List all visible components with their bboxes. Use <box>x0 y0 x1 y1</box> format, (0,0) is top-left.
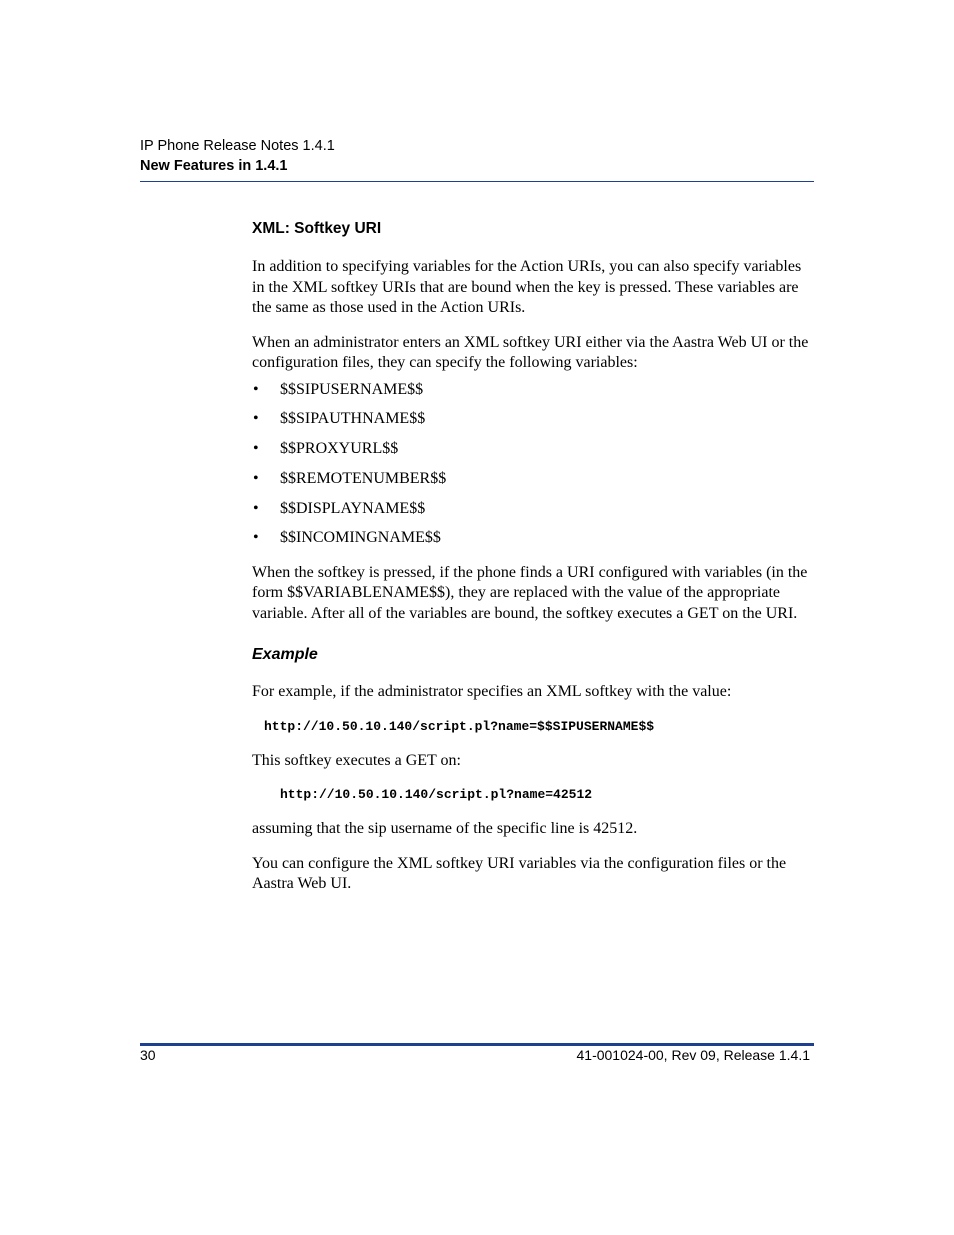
list-item <box>252 439 814 460</box>
variable-name: $$SIPUSERNAME$$ <box>280 380 424 398</box>
header-divider <box>140 181 814 182</box>
bullet-icon: • <box>253 499 259 517</box>
example-heading: Example <box>252 646 318 664</box>
bullet-icon: • <box>253 529 259 547</box>
main-content <box>252 218 814 909</box>
variable-name: $$PROXYURL$$ <box>280 440 399 458</box>
assumption-paragraph: assuming that the sip username of the specific line is 42512. <box>252 820 638 838</box>
variable-name: $$DISPLAYNAME$$ <box>280 499 426 517</box>
replacement-paragraph: When the softkey is pressed, if the phone finds a URI configured with variables (in the form $$VARIABLENAME$$), they are replaced with the value of the appropriate variable. After all of the variables are bound, the softkey executes a GET on the URI. <box>252 563 808 622</box>
document-title: IP Phone Release Notes 1.4.1 <box>140 138 335 154</box>
bullet-icon: • <box>253 440 259 458</box>
variable-name: $$REMOTENUMBER$$ <box>280 469 447 487</box>
code-sample-resolved-uri: http://10.50.10.140/script.pl?name=42512 <box>280 787 593 803</box>
example-intro-paragraph: For example, if the administrator specifies an XML softkey with the value: <box>252 683 732 701</box>
list-item <box>252 469 814 490</box>
configuration-paragraph: You can configure the XML softkey URI variables via the configuration files or the Aastra Web UI. <box>252 854 787 893</box>
code-sample-uri-template: http://10.50.10.140/script.pl?name=$$SIPUSERNAME$$ <box>264 718 655 734</box>
variable-list <box>252 380 814 549</box>
topic-heading: XML: Softkey URI <box>252 220 382 237</box>
list-item <box>252 380 814 401</box>
bullet-icon: • <box>253 410 259 428</box>
document-id: 41-001024-00, Rev 09, Release 1.4.1 <box>576 1047 810 1063</box>
page-number: 30 <box>140 1047 156 1063</box>
section-title: New Features in 1.4.1 <box>140 158 288 174</box>
bullet-icon: • <box>253 380 259 398</box>
variable-name: $$SIPAUTHNAME$$ <box>280 410 426 428</box>
variables-intro-paragraph: When an administrator enters an XML softkey URI either via the Aastra Web UI or the configuration files, they can specify the following variables: <box>252 333 809 371</box>
list-item <box>252 528 814 549</box>
list-item <box>252 409 814 430</box>
get-intro-paragraph: This softkey executes a GET on: <box>252 751 461 769</box>
bullet-icon: • <box>253 469 259 487</box>
variable-name: $$INCOMINGNAME$$ <box>280 529 441 547</box>
page-header <box>140 136 814 176</box>
intro-paragraph: In addition to specifying variables for the Action URIs, you can also specify variables in the XML softkey URIs that are bound when the key is pressed. These variables are the same as those used in the Action URIs. <box>252 258 802 316</box>
list-item <box>252 499 814 520</box>
